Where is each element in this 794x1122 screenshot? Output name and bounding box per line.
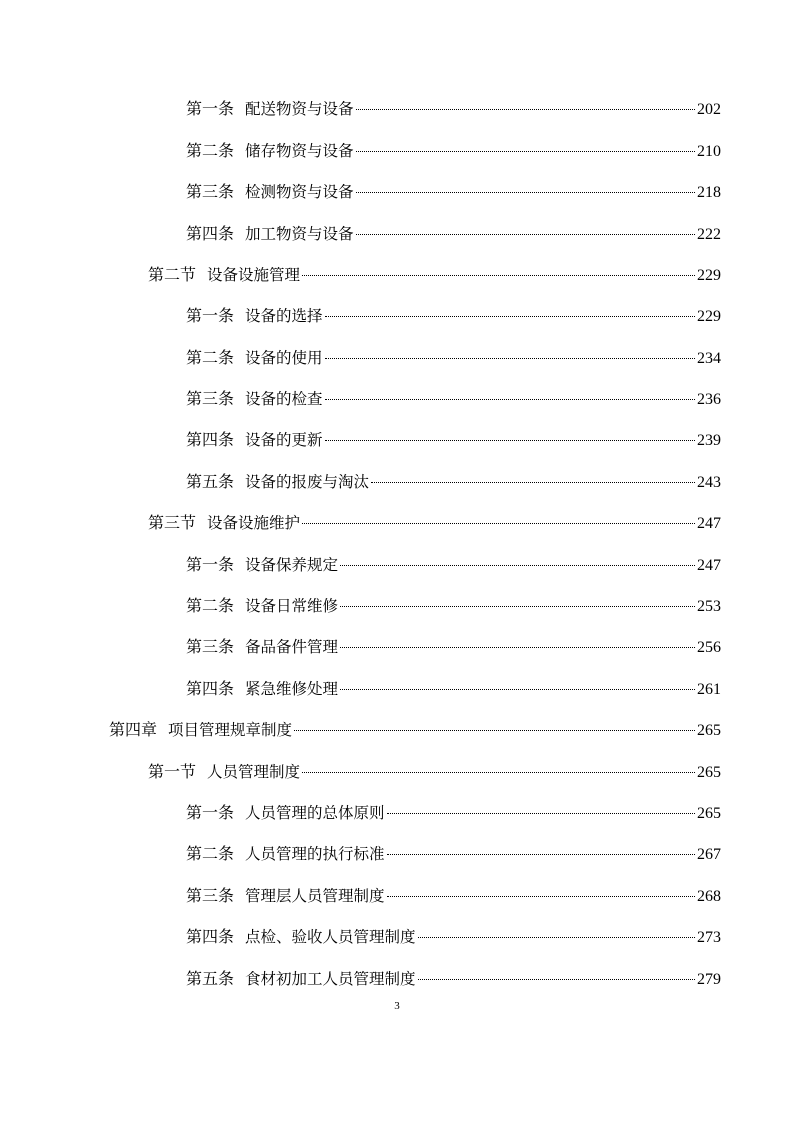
toc-dot-leader [340,647,695,648]
toc-dot-leader [340,606,695,607]
toc-dot-leader [387,896,695,897]
toc-entry[interactable] [186,594,721,618]
toc-entry-number: 第四条 [186,430,235,449]
toc-entry[interactable] [186,387,721,411]
toc-entry-page: 265 [697,722,721,739]
toc-dot-leader [356,234,695,235]
toc-entry-page: 236 [697,391,721,408]
toc-entry-number: 第一条 [186,555,235,574]
toc-entry-page: 234 [697,350,721,367]
toc-dot-leader [340,689,695,690]
toc-entry-title: 配送物资与设备 [245,100,354,118]
toc-entry-title: 设备的选择 [245,307,323,325]
toc-entry-page: 265 [697,805,721,822]
toc-entry-number: 第三条 [186,182,235,201]
toc-entry-number: 第五条 [186,969,235,988]
page-number: 3 [394,1000,400,1012]
toc-entry[interactable] [186,842,721,866]
toc-entry-number: 第二节 [148,265,197,284]
toc-entry[interactable] [186,346,721,370]
toc-entry[interactable] [148,263,721,287]
toc-entry-number: 第四条 [186,224,235,243]
toc-entry-page: 202 [697,101,721,118]
toc-entry-number: 第五条 [186,472,235,491]
toc-entry-title: 设备的使用 [245,349,323,367]
toc-entry-title: 设备的更新 [245,431,323,449]
toc-entry-page: 222 [697,226,721,243]
toc-entry-title: 点检、验收人员管理制度 [245,928,416,946]
toc-entry[interactable] [186,180,721,204]
toc-entry-title: 管理层人员管理制度 [245,887,385,905]
toc-entry-page: 243 [697,474,721,491]
toc-dot-leader [302,772,695,773]
toc-entry[interactable] [186,222,721,246]
toc-entry-number: 第四条 [186,679,235,698]
toc-entry-title: 设备设施维护 [207,514,301,532]
toc-dot-leader [356,151,695,152]
toc-dot-leader [325,316,695,317]
toc-dot-leader [387,813,695,814]
toc-entry-title: 紧急维修处理 [245,680,339,698]
toc-entry-number: 第二条 [186,348,235,367]
toc-dot-leader [387,854,695,855]
toc-entry-number: 第三节 [148,513,197,532]
toc-entry-title: 备品备件管理 [245,638,339,656]
toc-entry-number: 第四条 [186,927,235,946]
toc-entry-number: 第二条 [186,844,235,863]
toc-entry-page: 239 [697,432,721,449]
toc-entry-page: 267 [697,846,721,863]
toc-entry-number: 第四章 [109,720,158,739]
toc-entry-title: 加工物资与设备 [245,225,354,243]
toc-entry-number: 第三条 [186,389,235,408]
toc-entry-number: 第一条 [186,803,235,822]
toc-entry[interactable] [186,553,721,577]
toc-entry-page: 247 [697,557,721,574]
toc-entry-number: 第一条 [186,99,235,118]
toc-entry[interactable] [186,304,721,328]
toc-entry-number: 第二条 [186,141,235,160]
toc-entry[interactable] [148,760,721,784]
toc-entry-number: 第三条 [186,637,235,656]
toc-entry-page: 253 [697,598,721,615]
toc-entry-title: 项目管理规章制度 [168,721,293,739]
toc-entry-page: 265 [697,764,721,781]
toc-entry-page: 247 [697,515,721,532]
toc-entry[interactable] [148,511,721,535]
toc-entry-page: 268 [697,888,721,905]
toc-entry-title: 检测物资与设备 [245,183,354,201]
toc-entry-title: 设备保养规定 [245,556,339,574]
toc-entry-title: 食材初加工人员管理制度 [245,970,416,988]
toc-dot-leader [325,440,695,441]
toc-entry[interactable] [186,635,721,659]
toc-dot-leader [418,979,695,980]
toc-dot-leader [356,109,695,110]
toc-entry-page: 279 [697,971,721,988]
toc-dot-leader [302,523,695,524]
toc-dot-leader [356,192,695,193]
toc-dot-leader [302,275,695,276]
toc-dot-leader [294,730,695,731]
toc-entry-title: 人员管理的总体原则 [245,804,385,822]
toc-entry[interactable] [109,718,721,742]
toc-entry-title: 人员管理的执行标准 [245,845,385,863]
toc-dot-leader [371,482,695,483]
toc-entry-title: 储存物资与设备 [245,142,354,160]
toc-entry[interactable] [186,925,721,949]
toc-entry[interactable] [186,677,721,701]
toc-entry-title: 设备的报废与淘汰 [245,473,370,491]
toc-entry-title: 人员管理制度 [207,763,301,781]
toc-entry[interactable] [186,801,721,825]
toc-entry-page: 261 [697,681,721,698]
toc-entry-title: 设备设施管理 [207,266,301,284]
toc-entry-number: 第三条 [186,886,235,905]
toc-entry[interactable] [186,967,721,991]
toc-entry[interactable] [186,428,721,452]
toc-entry[interactable] [186,470,721,494]
toc-entry-page: 218 [697,184,721,201]
toc-dot-leader [418,937,695,938]
toc-entry[interactable] [186,139,721,163]
toc-dot-leader [325,358,695,359]
toc-entry-number: 第一条 [186,306,235,325]
toc-entry[interactable] [186,884,721,908]
toc-dot-leader [325,399,695,400]
toc-entry-page: 229 [697,308,721,325]
toc-entry-page: 273 [697,929,721,946]
toc-entry-title: 设备日常维修 [245,597,339,615]
toc-entry-page: 229 [697,267,721,284]
toc-entry-number: 第二条 [186,596,235,615]
toc-dot-leader [340,565,695,566]
toc-entry-number: 第一节 [148,762,197,781]
toc-entry-title: 设备的检查 [245,390,323,408]
toc-entry[interactable] [186,97,721,121]
toc-entry-page: 256 [697,639,721,656]
toc-entry-page: 210 [697,143,721,160]
